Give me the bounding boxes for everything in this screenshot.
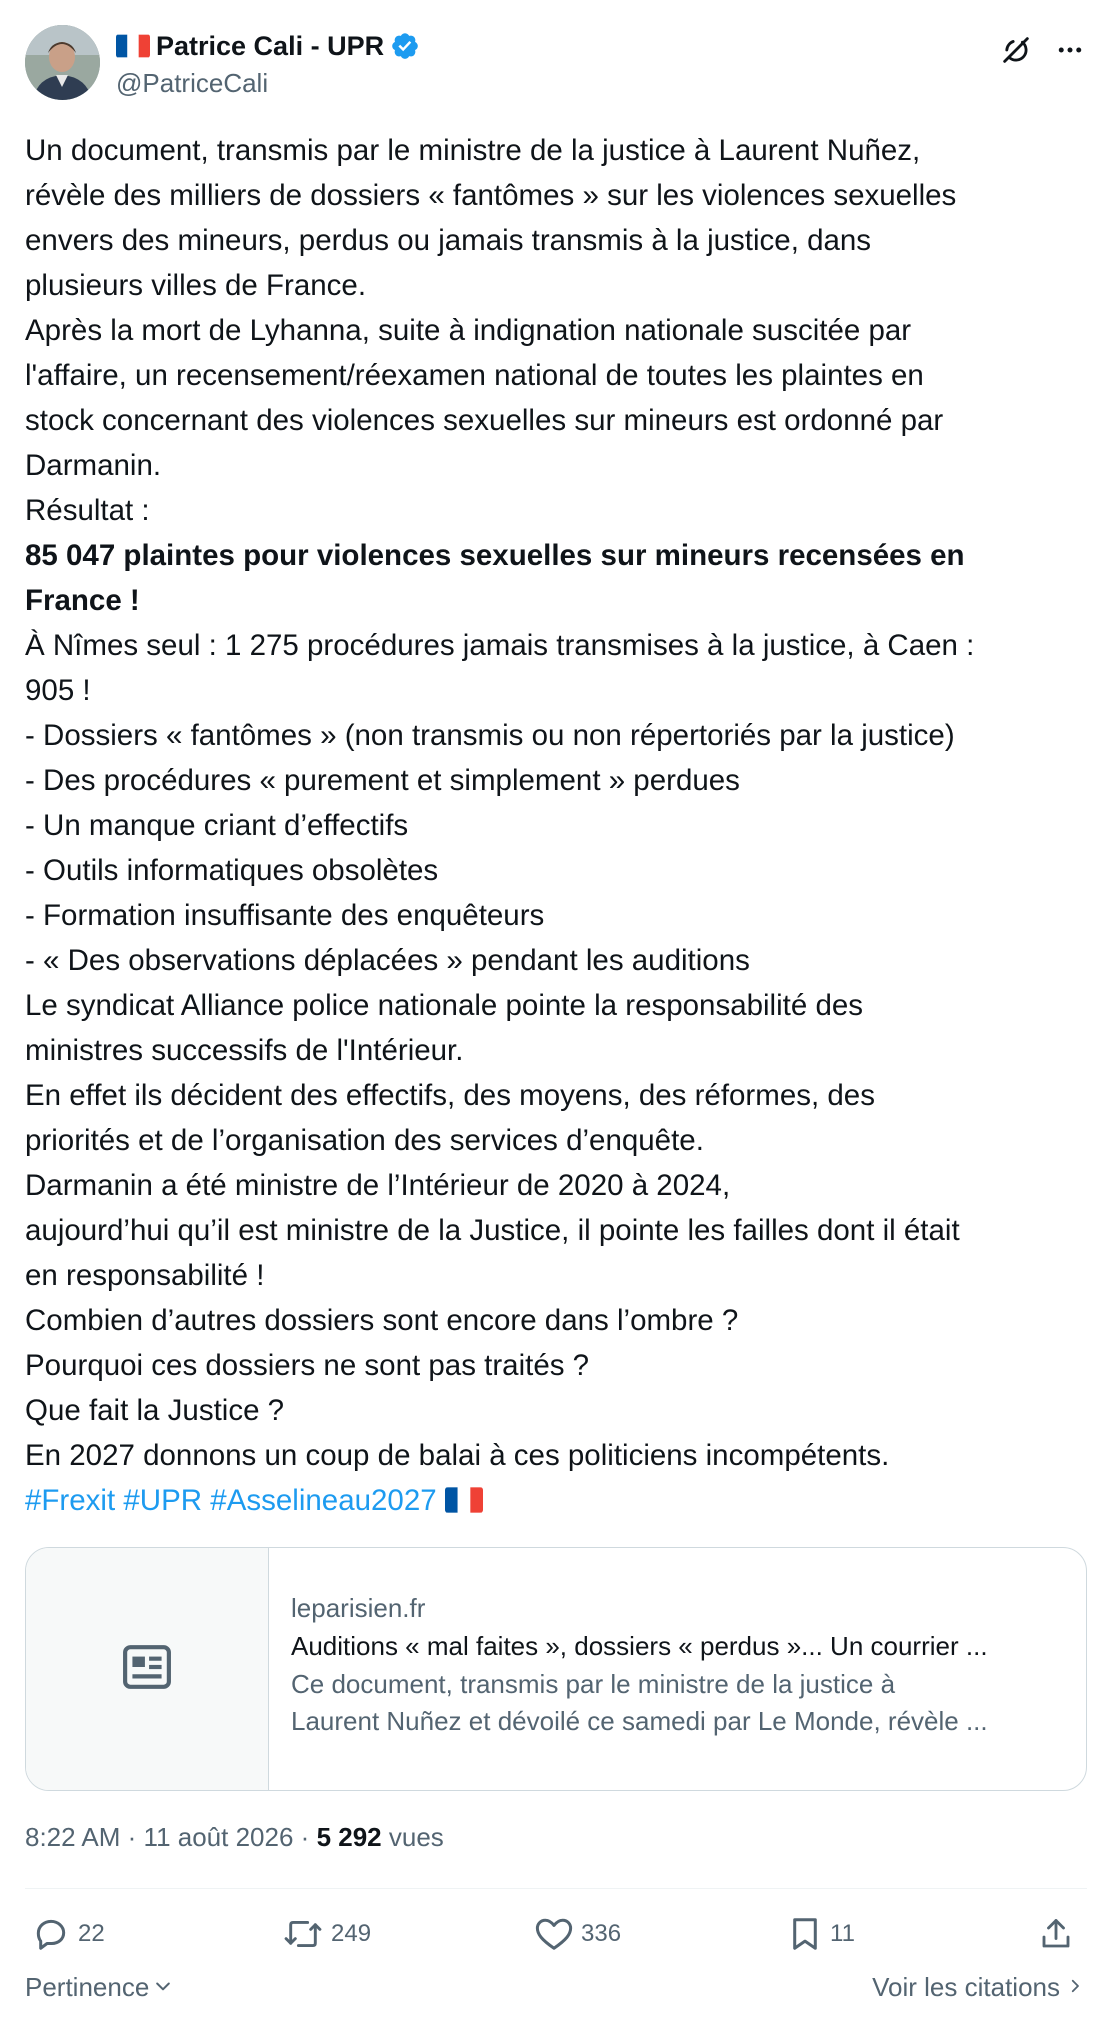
text-line: aujourd’hui qu’il est ministre de la Justice, il pointe les failles dont il était	[25, 1214, 960, 1247]
newspaper-icon	[122, 1644, 172, 1695]
like-count: 336	[581, 1920, 622, 1947]
display-name[interactable]: Patrice Cali - UPR	[156, 30, 385, 61]
sort-label: Pertinence	[25, 1972, 150, 2002]
views-count: 5 292	[316, 1822, 382, 1852]
text-line: Un document, transmis par le ministre de la justice à Laurent Nuñez,	[25, 134, 921, 167]
repost-icon	[283, 1915, 323, 1953]
bookmark-icon	[788, 1915, 822, 1953]
bold-text-line: France !	[25, 584, 140, 617]
chevron-down-icon	[153, 1972, 173, 2003]
text-line: Darmanin.	[25, 449, 162, 482]
text-line: priorités et de l’organisation des services d’enquête.	[25, 1124, 704, 1157]
share-icon	[1038, 1915, 1074, 1953]
text-line: En 2027 donnons un coup de balai à ces politiciens incompétents.	[25, 1439, 890, 1472]
bookmark-count: 11	[830, 1920, 855, 1947]
card-thumbnail	[26, 1548, 269, 1790]
bookmark-button[interactable]	[788, 1912, 855, 1956]
card-content	[269, 1548, 1085, 1790]
text-line: - Formation insuffisante des enquêteurs	[25, 899, 545, 932]
avatar[interactable]	[25, 25, 100, 100]
meta-separator: ·	[300, 1822, 310, 1852]
meta-separator: ·	[127, 1822, 137, 1852]
card-description-line: Laurent Nuñez et dévoilé ce samedi par Le Monde, révèle ...	[291, 1706, 988, 1736]
more-options-icon[interactable]	[1050, 30, 1090, 70]
repost-count: 249	[331, 1920, 372, 1947]
text-line: En effet ils décident des effectifs, des moyens, des réformes, des	[25, 1079, 875, 1112]
bold-text-line: 85 047 plaintes pour violences sexuelles sur mineurs recensées en	[25, 539, 965, 572]
text-line: l'affaire, un recensement/réexamen national de toutes les plaintes en	[25, 359, 924, 392]
view-quotes-label: Voir les citations	[872, 1972, 1060, 2002]
card-domain: leparisien.fr	[291, 1593, 426, 1623]
like-button[interactable]	[535, 1912, 621, 1956]
hashtag-link[interactable]: #Frexit	[25, 1484, 116, 1517]
card-description	[291, 1666, 1063, 1740]
tweet-time[interactable]: 8:22 AM	[25, 1822, 121, 1852]
grok-icon[interactable]	[996, 30, 1036, 70]
text-line: Le syndicat Alliance police nationale pointe la responsabilité des	[25, 989, 864, 1022]
text-line: envers des mineurs, perdus ou jamais transmis à la justice, dans	[25, 224, 872, 257]
text-line: - « Des observations déplacées » pendant les auditions	[25, 944, 750, 977]
hashtag-link[interactable]: #UPR	[123, 1484, 203, 1517]
author-handle[interactable]: @PatriceCali	[116, 68, 269, 98]
text-line: Pourquoi ces dossiers ne sont pas traités ?	[25, 1349, 590, 1382]
hashtag-link[interactable]: #Asselineau2027	[210, 1484, 437, 1517]
text-line: 905 !	[25, 674, 91, 707]
chevron-right-icon	[1066, 1972, 1084, 2003]
text-line: - Des procédures « purement et simplement » perdues	[25, 764, 740, 797]
tweet-text	[25, 128, 1085, 1523]
text-line: - Outils informatiques obsolètes	[25, 854, 439, 887]
tweet-date[interactable]: 11 août 2026	[143, 1822, 294, 1852]
sort-dropdown[interactable]	[25, 1972, 173, 2003]
text-line: Après la mort de Lyhanna, suite à indignation nationale suscitée par	[25, 314, 912, 347]
reply-count: 22	[78, 1920, 105, 1947]
text-line: Combien d’autres dossiers sont encore dans l’ombre ?	[25, 1304, 739, 1337]
card-description-line: Ce document, transmis par le ministre de la justice à	[291, 1669, 896, 1699]
view-quotes-link[interactable]	[872, 1972, 1084, 2003]
verified-badge-icon[interactable]	[390, 31, 420, 61]
text-line: - Dossiers « fantômes » (non transmis ou non répertoriés par la justice)	[25, 719, 955, 752]
card-title: Auditions « mal faites », dossiers « perdus »... Un courrier ...	[291, 1631, 988, 1661]
share-button[interactable]	[1038, 1912, 1074, 1956]
divider	[25, 1888, 1087, 1889]
text-line: Résultat :	[25, 494, 150, 527]
text-line: Que fait la Justice ?	[25, 1394, 285, 1427]
link-preview-card[interactable]	[25, 1547, 1087, 1791]
reply-button[interactable]	[32, 1912, 105, 1956]
text-line: Darmanin a été ministre de l’Intérieur de 2020 à 2024,	[25, 1169, 731, 1202]
views-label: vues	[388, 1822, 444, 1852]
text-line: en responsabilité !	[25, 1259, 265, 1292]
france-flag-icon	[445, 1487, 483, 1513]
text-line: ministres successifs de l'Intérieur.	[25, 1034, 464, 1067]
france-flag-icon	[116, 34, 150, 58]
repost-button[interactable]	[283, 1912, 371, 1956]
text-line: plusieurs villes de France.	[25, 269, 367, 302]
heart-icon	[535, 1916, 573, 1952]
author-name-row[interactable]	[116, 28, 420, 64]
tweet-meta	[25, 1822, 444, 1853]
text-line: - Un manque criant d’effectifs	[25, 809, 409, 842]
text-line: révèle des milliers de dossiers « fantômes » sur les violences sexuelles	[25, 179, 957, 212]
text-line: À Nîmes seul : 1 275 procédures jamais transmises à la justice, à Caen :	[25, 629, 975, 662]
reply-icon	[32, 1915, 70, 1953]
hashtags-line	[25, 1478, 1085, 1523]
text-line: stock concernant des violences sexuelles sur mineurs est ordonné par	[25, 404, 944, 437]
